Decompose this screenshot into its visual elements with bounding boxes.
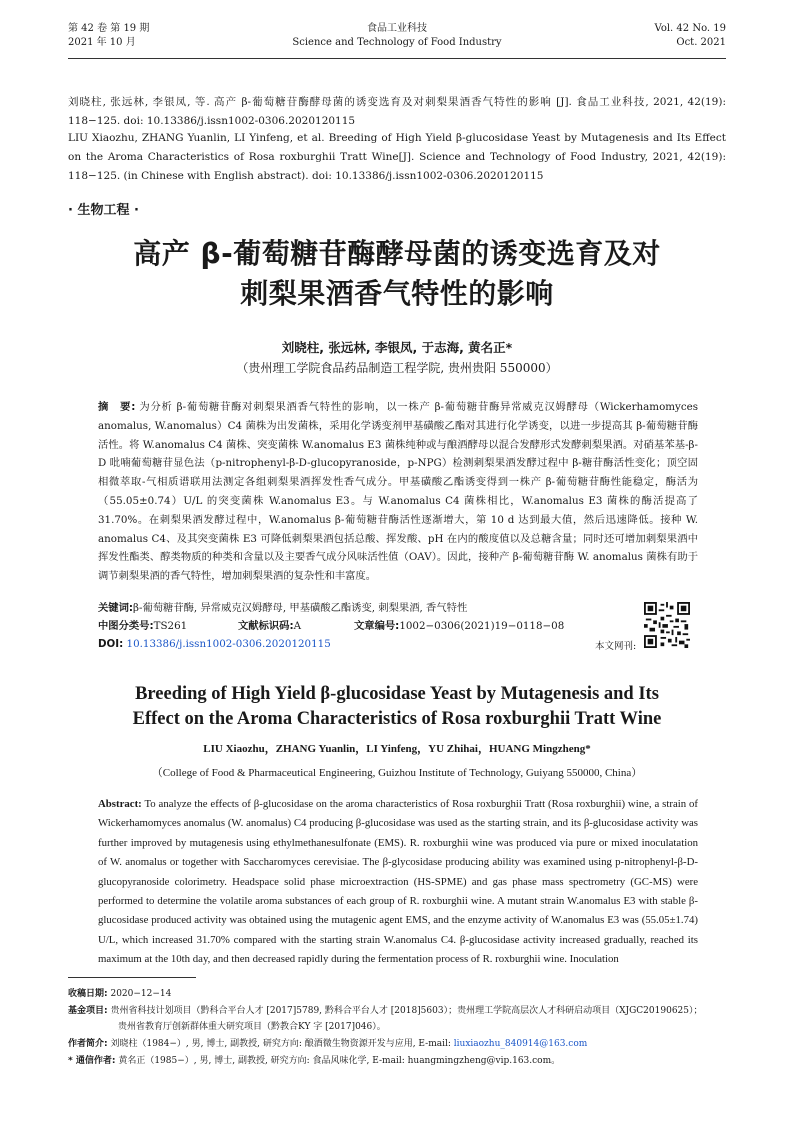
keywords-cn [98, 601, 467, 616]
author-value: 刘晓柱（1984−）, 男, 博士, 副教授, 研究方向: 酿酒微生物资源开发与应用, E-mail: [110, 1039, 454, 1049]
fund-value-line2: 贵州省教育厅创新群体重大研究项目（黔教合KY 字 [2017]046）。 [118, 1022, 386, 1032]
qr-label: 本文网刊: [595, 641, 637, 652]
keywords-cn-text: β-葡萄糖苷酶, 异常威克汉姆酵母, 甲基磺酸乙酯诱变, 刺梨果酒, 香气特性 [133, 602, 468, 614]
received-label: 收稿日期: [68, 989, 108, 999]
doc-code-value: A [293, 620, 302, 632]
header-right [655, 22, 726, 50]
citation-cn: 刘晓柱, 张远林, 李银凤, 等. 高产 β-葡萄糖苷酶酵母菌的诱变选育及对刺梨果酒香气特性的影响 [J]. 食品工业科技, 2021, 42(19): 118−125. doi: 10.13386/j.issn1002-0306.2020120115 [68, 96, 726, 127]
authors-en: LIU Xiaozhu，ZHANG Yuanlin，LI Yinfeng，YU Zhihai，HUANG Mingzheng* [203, 743, 591, 755]
received-value: 2020−12−14 [110, 989, 172, 999]
footnote-author [68, 1036, 734, 1052]
doi-link[interactable]: 10.13386/j.issn1002-0306.2020120115 [126, 638, 331, 650]
doi-label: DOI: [98, 638, 124, 650]
clc-value: TS261 [153, 620, 188, 632]
title-cn-line2: 刺梨果酒香气特性的影响 [240, 277, 554, 310]
journal-name-cn: 食品工业科技 [367, 23, 427, 34]
doi-row [98, 637, 331, 652]
section-label: · 生物工程 · [68, 203, 139, 218]
classification-row [98, 619, 598, 634]
keywords-cn-label: 关键词: [98, 602, 134, 614]
date-en: Oct. 2021 [676, 37, 726, 48]
running-header [68, 20, 726, 59]
affiliation-en: （College of Food & Pharmaceutical Engineering, Guizhou Institute of Technology, Guiyang 550000, China） [151, 767, 643, 779]
title-en-line1: Breeding of High Yield β-glucosidase Yeast by Mutagenesis and Its [135, 684, 659, 704]
fund-label: 基金项目: [68, 1006, 108, 1016]
header-center [68, 22, 726, 50]
article-number-value: 1002−0306(2021)19−0118−08 [399, 620, 565, 632]
title-en-line2: Effect on the Aroma Characteristics of Rosa roxburghii Tratt Wine [132, 709, 662, 729]
footnote-corresponding [68, 1053, 734, 1069]
author-label: 作者简介: [68, 1039, 108, 1049]
abstract-en [98, 795, 698, 970]
article-number [354, 619, 564, 634]
title-cn-line1: 高产 β-葡萄糖苷酶酵母菌的诱变选育及对 [133, 237, 661, 270]
doc-code [238, 619, 301, 634]
footnote-rule [68, 977, 196, 978]
journal-name-en: Science and Technology of Food Industry [292, 37, 502, 48]
volume-issue-en: Vol. 42 No. 19 [654, 23, 726, 34]
abstract-cn-label: 摘 要: [98, 401, 136, 413]
footnote-fund [68, 1003, 734, 1019]
affiliation-cn: （贵州理工学院食品药品制造工程学院, 贵州贵阳 550000） [236, 361, 558, 375]
title-en [68, 682, 726, 732]
corresponding-label: * 通信作者: [68, 1056, 116, 1066]
fund-value-line1: 贵州省科技计划项目（黔科合平台人才 [2017]5789, 黔科合平台人才 [2018]5603）；贵州理工学院高层次人才科研启动项目（XJGC20190625）； [110, 1006, 703, 1016]
authors-cn: 刘晓柱, 张远林, 李银凤, 于志海, 黄名正* [281, 340, 513, 355]
title-cn [68, 234, 726, 314]
qr-code-icon[interactable] [644, 602, 690, 648]
clc-label: 中图分类号: [98, 620, 154, 632]
author-email-link[interactable]: liuxiaozhu_840914@163.com [453, 1039, 588, 1049]
abstract-en-text: To analyze the effects of β-glucosidase on the aroma characteristics of Rosa roxburghii Tratt (Rosa roxburghii) wine, a strain of Wickerhamomyces anomalus (W. anomalus) C4 producing β-glucosidase was used as the starting strain, and its β-glucosidase activity was further improved by mutagenesis using ethylmethanesulfonate (EMS). R. roxburghii wine was produced via pure or mixed inoculatation of W. anomalus or together with Saccharomyces cerevisiae. The β-glycosidase producing ability was examined using p-nitrophenyl-β-D-glucopyranoside colorimetry. Headspace solid phase microextraction (HS-SPME) and gas phase mass spectrometry (GC-MS) were performed to determine the volatile aroma substances of each group of R. roxburghii wine. A mutant strain W.anomalus E3 with stable β-glucosidase produced activity was obtained using the mutagenic agent EMS, and the enzyme activity of W.anomalus E3 was (55.05±1.74) U/L, which increased 31.70% compared with the starting strain W.anomalus C4. β-glucosidase activity increased gradually, reached its maximum at the 10th day, and then decreased rapidly during the fermentation process of R. roxburghii wine. Inoculation [98, 798, 698, 966]
article-number-label: 文章编号: [354, 620, 400, 632]
citation-en: LIU Xiaozhu, ZHANG Yuanlin, LI Yinfeng, et al. Breeding of High Yield β-glucosidase Yeast by Mutagenesis and Its Effect on the Aroma Characteristics of Rosa roxburghii Tratt Wine[J]. Science and Technology of Food Industry, 2021, 42(19): 118−125. (in Chinese with English abstract). doi: 10.13386/j.issn1002-0306.2020120115 [68, 132, 726, 182]
abstract-en-label: Abstract: [98, 798, 142, 810]
footnote-received [68, 986, 734, 1002]
date-cn: 2021 年 10 月 [68, 37, 136, 48]
abstract-cn [98, 398, 698, 586]
doc-code-label: 文献标识码: [238, 620, 294, 632]
corresponding-value: 黄名正（1985−）, 男, 博士, 副教授, 研究方向: 食品风味化学, E-mail: huangmingzheng@vip.163.com。 [118, 1056, 561, 1066]
volume-issue-cn: 第 42 卷 第 19 期 [68, 23, 150, 34]
abstract-cn-text: 为分析 β-葡萄糖苷酶对刺梨果酒香气特性的影响，以一株产 β-葡萄糖苷酶异常威克汉姆酵母（Wickerhamomyces anomalus, W.anomalus）C4 菌株为出发菌株，采用化学诱变剂甲基磺酸乙酯对其进行化学诱变，以进一步提高其 β-葡萄糖苷酶活性。将 W.anomalus C4 菌株、突变菌株 W.anomalus E3 菌株纯种或与酿酒酵母以混合发酵形式发酵刺梨果酒。对硝基苯基-β-D 吡喃葡萄糖苷显色法（p-nitrophenyl-β-D-glucopyranoside，p-NPG）检测刺梨果酒发酵过程中 β-糖苷酶活性变化；顶空固相微萃取-气相质谱联用法测定各组刺梨果酒挥发性香气成分。甲基磺酸乙酯诱变得到一株产 β-葡萄糖苷酶性能稳定，酶活为（55.05±0.74）U/L 的突变菌株 W.anomalus E3。与 W.anomalus C4 菌株相比，W.anomalus E3 菌株的酶活提高了 31.70%。在刺梨果酒发酵过程中，W.anomalus β-葡萄糖苷酶活性逐渐增大，第 10 d 达到最大值，然后迅速降低。接种 W. anomalus C4、及其突变菌株 E3 可降低刺梨果酒包括总酸、挥发酸、pH 在内的酸度值以及总糖含量；同时还可增加刺梨果酒中挥发性酯类、醇类物质的种类和含量以及主要香气成分风味活性值（OAV）。因此，接种产 β-葡萄糖苷酶 W. anomalus 菌株有助于调节刺梨果酒的香气特性，增加刺梨果酒的复杂性和丰富度。 [98, 401, 698, 583]
